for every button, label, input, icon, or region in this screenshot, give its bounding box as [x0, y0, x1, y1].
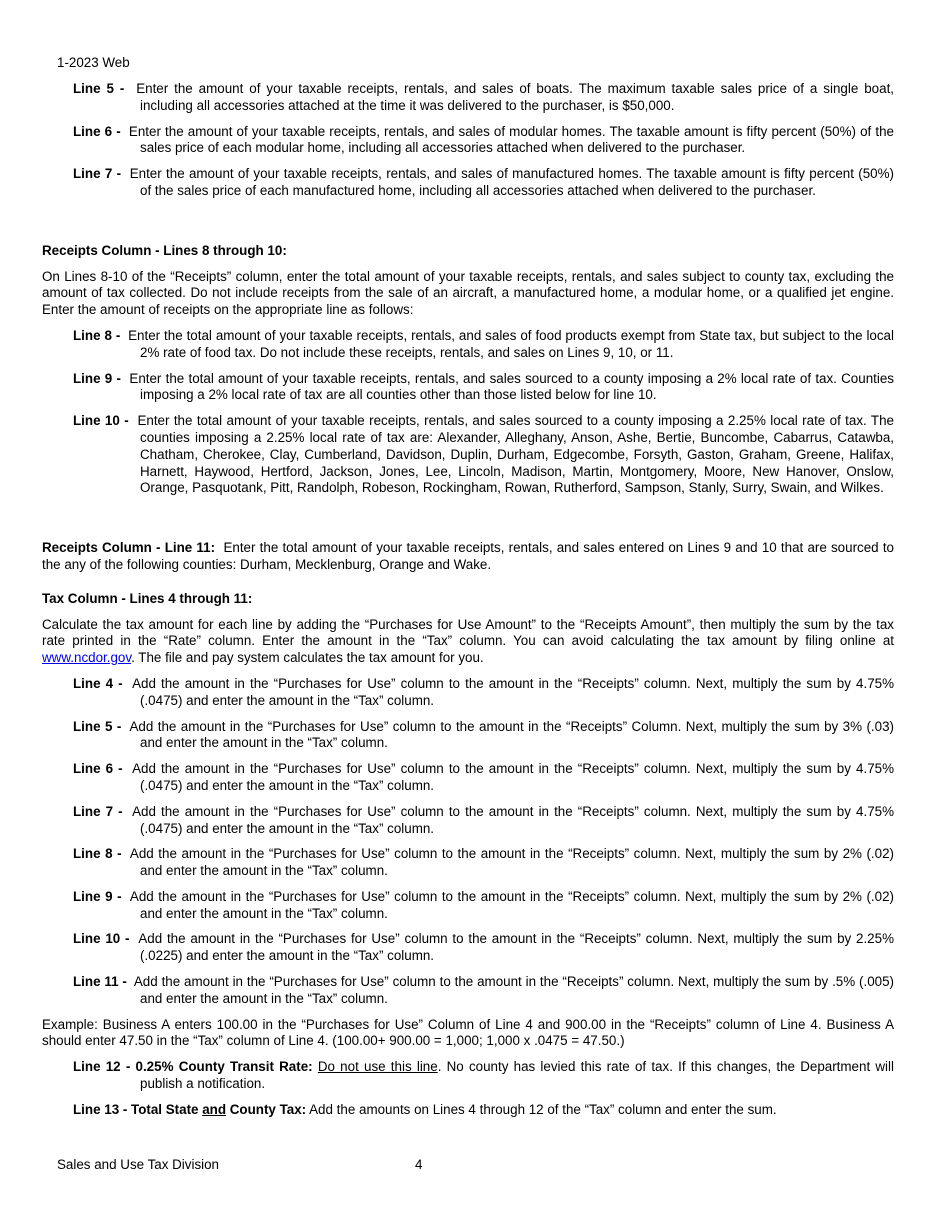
line-12-instruction	[73, 1059, 894, 1093]
line-label: Line 10 -	[73, 931, 130, 947]
line-label: Line 5 -	[73, 81, 125, 96]
line-12-warning: Do not use this line	[317, 1059, 438, 1075]
line-13-instruction	[73, 1102, 894, 1119]
line-5-tax-instruction	[73, 719, 894, 753]
tax-column-heading: Tax Column - Lines 4 through 11:	[42, 590, 253, 606]
line-7-tax-instruction	[73, 804, 894, 838]
line-text: Enter the amount of your taxable receipts, rentals, and sales of manufactured homes. The taxable amount is fifty percent (50%) of the sales price of each manufactured home, including all accessories attached when delivered to the purchaser.	[129, 166, 894, 198]
line-label: Line 8 -	[73, 327, 121, 343]
line-9-tax-instruction	[73, 889, 894, 923]
line-label: Line 10 -	[73, 413, 129, 429]
line-6-tax-instruction	[73, 761, 894, 795]
line-11-tax-instruction	[73, 974, 894, 1008]
tax-column-paragraph	[42, 617, 894, 667]
line-13-label-and: and	[202, 1101, 227, 1117]
line-text: Enter the total amount of your taxable receipts, rentals, and sales sourced to a county imposing a 2% local rate of tax. Counties imposing a 2% local rate of tax are all counties other than those listed below for line 10.	[129, 370, 894, 403]
line-5-instruction	[73, 81, 894, 115]
line-text: Add the amount in the “Purchases for Use” column to the amount in the “Receipts” column. Next, multiply the sum by 4.75% (.0475) and enter the amount in the “Tax” column.	[132, 761, 894, 793]
line-12-label: Line 12 - 0.25% County Transit Rate:	[73, 1059, 313, 1075]
content	[42, 81, 894, 1128]
line-13-label-suffix: County Tax:	[226, 1101, 307, 1117]
receipts-8-10-paragraph: On Lines 8-10 of the “Receipts” column, enter the total amount of your taxable receipts, rentals, and sales subject to county tax, excluding the amount of tax collected. Do not include receipts from the sale of an aircraft, a manufactured home, a modular home, or a qualified jet engine. Enter the amount of receipts on the appropriate line as follows:	[42, 268, 894, 318]
line-label: Line 7 -	[73, 803, 123, 819]
form-code: 1-2023 Web	[57, 55, 130, 70]
line-12-text: . No county has levied this rate of tax. If this changes, the Department will publish a notification.	[140, 1059, 894, 1092]
line-13-label	[73, 1102, 306, 1117]
receipts-line-11-text: Enter the total amount of your taxable receipts, rentals, and sales entered on Lines 9 and 10 that are sourced to the any of the following counties: Durham, Mecklenburg, Orange and Wake.	[42, 540, 894, 572]
line-label: Line 9 -	[73, 370, 121, 386]
line-label: Line 8 -	[73, 846, 122, 862]
receipts-8-10-heading: Receipts Column - Lines 8 through 10:	[42, 242, 287, 258]
line-13-text: Add the amounts on Lines 4 through 12 of the “Tax” column and enter the sum.	[309, 1101, 777, 1117]
line-label: Line 6 -	[73, 123, 121, 139]
line-text: Enter the amount of your taxable receipts, rentals, and sales of modular homes. The taxable amount is fifty percent (50%) of the sales price of each modular home, including all accessories attached when delivered to the purchaser.	[128, 123, 894, 156]
example-paragraph: Example: Business A enters 100.00 in the “Purchases for Use” Column of Line 4 and 900.00 in the “Receipts” column of Line 4. Business A should enter 47.50 in the “Tax” column of Line 4. (100.00+ 900.00 = 1,000; 1,000 x .0475 = 47.50.)	[42, 1016, 894, 1049]
line-10-tax-instruction	[73, 931, 894, 965]
line-label: Line 11 -	[73, 974, 127, 990]
receipts-line-11-label: Receipts Column - Line 11:	[42, 540, 216, 556]
line-label: Line 7 -	[73, 166, 122, 182]
line-text: Add the amount in the “Purchases for Use” column to the amount in the “Receipts” column. Next, multiply the sum by .5% (.005) and enter the amount in the “Tax” column.	[133, 974, 894, 1006]
line-13-label-prefix: Line 13 - Total State	[73, 1101, 203, 1117]
line-9-receipts-instruction	[73, 371, 894, 405]
line-text: Enter the total amount of your taxable receipts, rentals, and sales of food products exempt from State tax, but subject to the local 2% rate of food tax. Do not include these receipts, rentals, and sales on Lines 9, 10, or 11.	[128, 327, 894, 360]
line-label: Line 6 -	[73, 761, 123, 777]
line-8-receipts-instruction	[73, 328, 894, 362]
tax-column-text-end: . The file and pay system calculates the tax amount for you.	[131, 650, 484, 666]
ncdor-link[interactable]: www.ncdor.gov	[42, 650, 132, 666]
footer-division: Sales and Use Tax Division	[57, 1157, 220, 1172]
receipts-line-11-paragraph	[42, 540, 894, 574]
line-text: Enter the amount of your taxable receipts, rentals, and sales of boats. The maximum taxable sales price of a single boat, including all accessories attached at the time it was delivered to the purchaser, is $50,000.	[136, 81, 895, 113]
line-label: Line 4 -	[73, 675, 123, 691]
line-label: Line 5 -	[73, 718, 122, 734]
line-text: Add the amount in the “Purchases for Use” column to the amount in the “Receipts” column. Next, multiply the sum by 4.75% (.0475) and enter the amount in the “Tax” column.	[132, 803, 894, 836]
line-text: Add the amount in the “Purchases for Use” column to the amount in the “Receipts” column. Next, multiply the sum by 2% (.02) and enter the amount in the “Tax” column.	[129, 846, 895, 879]
line-label: Line 9 -	[73, 888, 122, 904]
line-10-receipts-instruction	[73, 413, 894, 497]
line-4-tax-instruction	[73, 676, 894, 710]
line-8-tax-instruction	[73, 846, 894, 880]
line-text: Add the amount in the “Purchases for Use” column to the amount in the “Receipts” column. Next, multiply the sum by 2% (.02) and enter the amount in the “Tax” column.	[129, 888, 895, 921]
line-text: Enter the total amount of your taxable receipts, rentals, and sales sourced to a county imposing a 2.25% local rate of tax. The counties imposing a 2.25% local rate of tax are: Alexander, Alleghany, Anson, Ashe, Bertie, Buncombe, Cabarrus, Catawba, Chatham, Cherokee, Clay, Cumberland, Davidson, Duplin, Durham, Edgecombe, Forsyth, Gaston, Graham, Greene, Halifax, Harnett, Haywood, Hertford, Jackson, Jones, Lee, Lincoln, Madison, Martin, Montgomery, Moore, New Hanover, Onslow, Orange, Pasquotank, Pitt, Randolph, Robeson, Rockingham, Rowan, Rutherford, Sampson, Stanly, Surry, Swain, and Wilkes.	[137, 413, 894, 496]
line-text: Add the amount in the “Purchases for Use” column to the amount in the “Receipts” column. Next, multiply the sum by 4.75% (.0475) and enter the amount in the “Tax” column.	[132, 675, 894, 708]
line-6-instruction	[73, 124, 894, 158]
line-text: Add the amount in the “Purchases for Use” column to the amount in the “Receipts” column. Next, multiply the sum by 2.25% (.0225) and enter the amount in the “Tax” column.	[138, 931, 894, 964]
line-text: Add the amount in the “Purchases for Use” column to the amount in the “Receipts” Column. Next, multiply the sum by 3% (.03) and enter the amount in the “Tax” column.	[129, 718, 894, 751]
line-7-instruction	[73, 166, 894, 200]
tax-column-text: Calculate the tax amount for each line by adding the “Purchases for Use Amount” to the “Receipts Amount”, then multiply the sum by the tax rate printed in the “Rate” column. Enter the amount in the “Tax” column. You can avoid calculating the tax amount by filing online at	[42, 616, 894, 649]
page-number: 4	[415, 1157, 423, 1172]
